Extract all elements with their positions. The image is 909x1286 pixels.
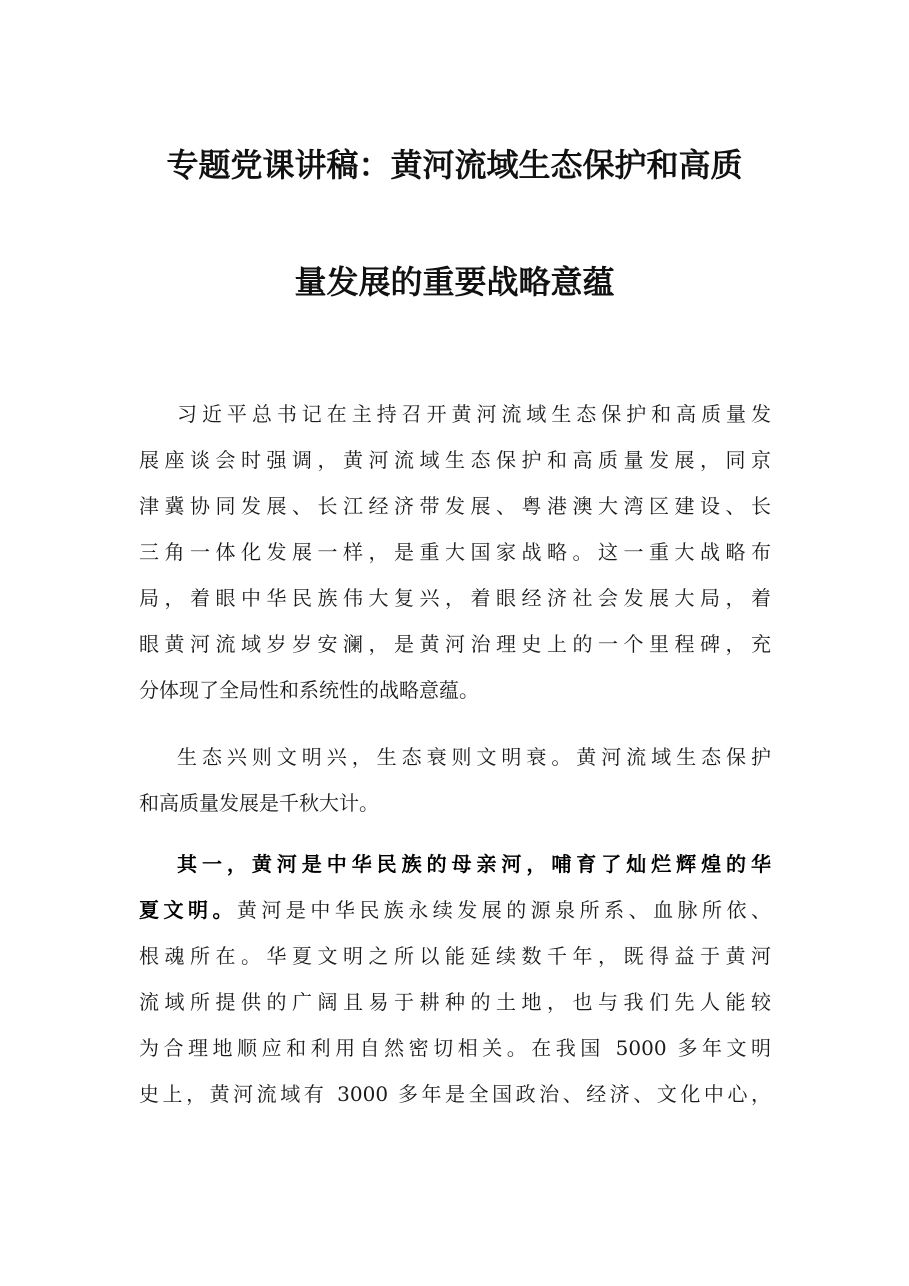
- paragraph-line: 和高质量发展是千秋大计。: [139, 791, 379, 815]
- paragraph-line: 生态兴则文明兴，生态衰则文明衰。黄河流域生态保护: [177, 745, 771, 769]
- paragraph-heading-end: 夏文明。: [139, 898, 237, 922]
- paragraph-2: [139, 734, 771, 826]
- paragraph-line: 分体现了全局性和系统性的战略意蕴。: [139, 678, 479, 702]
- paragraph-line: 为合理地顺应和利用自然密切相关。在我国 5000 多年文明: [139, 1036, 771, 1060]
- paragraph-line: [139, 887, 771, 933]
- paragraph-line: 展座谈会时强调，黄河流域生态保护和高质量发展，同京: [139, 448, 771, 472]
- paragraph-line: 习近平总书记在主持召开黄河流域生态保护和高质量发: [177, 402, 771, 426]
- paragraph-line: 根魂所在。华夏文明之所以能延续数千年，既得益于黄河: [139, 944, 771, 968]
- paragraph-line: 流域所提供的广阔且易于耕种的土地，也与我们先人能较: [139, 990, 771, 1014]
- paragraph-line: 三角一体化发展一样，是重大国家战略。这一重大战略布: [139, 540, 771, 564]
- document-title-line-2: 量发展的重要战略意蕴: [294, 263, 615, 301]
- paragraph-text: 黄河是中华民族永续发展的源泉所系、血脉所依、: [236, 898, 772, 922]
- document-title-line-1: 专题党课讲稿：黄河流域生态保护和高质: [166, 146, 743, 184]
- paragraph-3: [139, 841, 771, 1117]
- paragraph-line: 史上，黄河流域有 3000 多年是全国政治、经济、文化中心，: [139, 1082, 771, 1106]
- paragraph-1: [139, 391, 771, 713]
- paragraph-line: 津冀协同发展、长江经济带发展、粤港澳大湾区建设、长: [139, 494, 771, 518]
- paragraph-line: 眼黄河流域岁岁安澜，是黄河治理史上的一个里程碑，充: [139, 632, 771, 656]
- paragraph-line: 局，着眼中华民族伟大复兴，着眼经济社会发展大局，着: [139, 586, 771, 610]
- paragraph-heading-line: 其一，黄河是中华民族的母亲河，哺育了灿烂辉煌的华: [177, 852, 771, 876]
